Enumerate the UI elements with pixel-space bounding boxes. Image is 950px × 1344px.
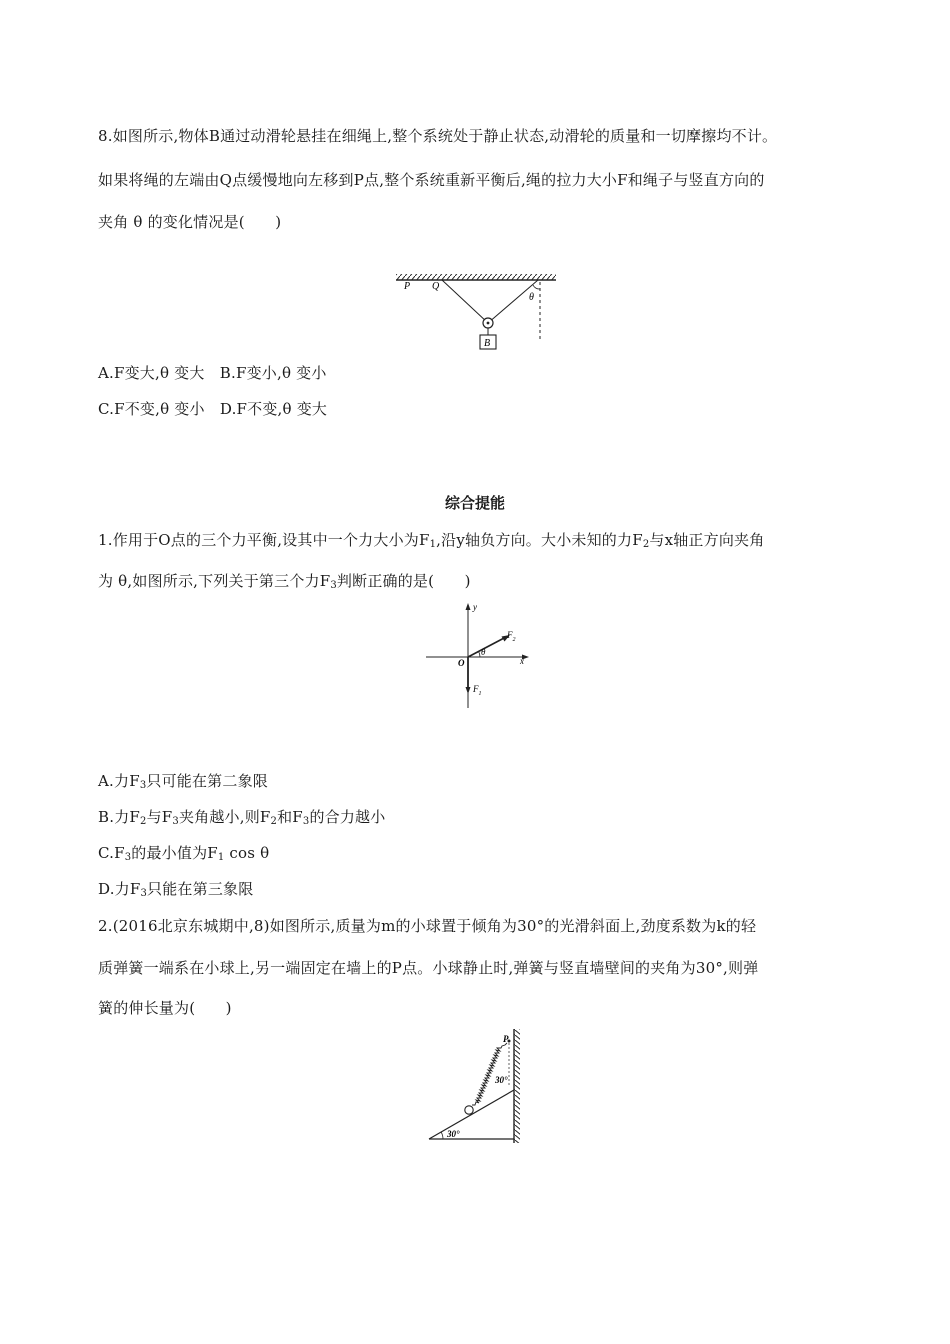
label-y: y — [473, 602, 477, 612]
label-p: P — [503, 1034, 509, 1044]
q1-option-a: A.力$F_3$只可能在第二象限 — [98, 772, 268, 791]
force-f2-vector — [468, 637, 506, 657]
theta-arc — [533, 285, 540, 289]
y-axis-arrow — [466, 603, 471, 610]
label-theta: θ — [481, 647, 486, 657]
q8-line-3: 夹角 θ 的变化情况是( ) — [98, 213, 282, 231]
label-f2: $F_2$ — [507, 630, 516, 643]
base-angle-arc — [441, 1132, 443, 1139]
q8-options-cd: C.F不变,θ 变小 D.F不变,θ 变大 — [98, 400, 328, 418]
label-b: B — [484, 338, 491, 349]
ball — [465, 1106, 473, 1114]
force-axes-figure — [420, 600, 535, 712]
q1-line-1: 1.作用于O点的三个力平衡,设其中一个力大小为$F_1$,沿y轴负方向。大小未知的力$F_2$与x轴正方向夹角 — [98, 531, 765, 550]
wall-hatch — [514, 1029, 520, 1143]
pulley-axle — [487, 322, 490, 325]
spring — [472, 1043, 507, 1105]
q2-line-2: 质弹簧一端系在小球上,另一端固定在墙上的P点。小球静止时,弹簧与竖直墙壁间的夹角为30°,则弹 — [98, 959, 759, 977]
q8-options-ab: A.F变大,θ 变大 B.F变小,θ 变小 — [98, 364, 327, 382]
q8-line-2: 如果将绳的左端由Q点缓慢地向左移到P点,整个系统重新平衡后,绳的拉力大小F和绳子与竖直方向的 — [98, 171, 765, 189]
q8-line-1: 8.如图所示,物体B通过动滑轮悬挂在细绳上,整个系统处于静止状态,动滑轮的质量和一切摩擦均不计。 — [98, 127, 778, 145]
incline-spring-figure — [425, 1025, 525, 1147]
pulley-figure — [390, 270, 560, 355]
label-theta: θ — [529, 292, 534, 303]
label-p: P — [404, 281, 411, 292]
theta-arc — [479, 651, 480, 657]
rope-left — [442, 280, 488, 323]
section-title: 综合提能 — [444, 494, 505, 512]
label-o: O — [458, 658, 465, 668]
q1-line-2: 为 θ,如图所示,下列关于第三个力$F_3$判断正确的是( ) — [98, 572, 471, 591]
q2-line-1: 2.(2016北京东城期中,8)如图所示,质量为m的小球置于倾角为30°的光滑斜面上,劲度系数为k的轻 — [98, 917, 757, 935]
q1-option-d: D.力$F_3$只能在第三象限 — [98, 880, 254, 899]
label-angle-base: 30° — [447, 1129, 460, 1139]
q1-option-c: $C.F_3$的最小值为$F_1$ cos θ — [98, 844, 270, 863]
incline-surface — [429, 1090, 514, 1139]
label-x: x — [520, 656, 524, 666]
label-f1: $F_1$ — [473, 684, 482, 697]
ceiling-hatch — [396, 274, 556, 280]
force-f1-arrowhead — [466, 687, 471, 694]
q1-option-b: B.力$F_2$与$F_3$夹角越小,则$F_2$和$F_3$的合力越小 — [98, 808, 386, 827]
label-q: Q — [432, 281, 440, 292]
q2-line-3: 簧的伸长量为( ) — [98, 999, 232, 1017]
label-angle-top: 30° — [495, 1075, 508, 1085]
